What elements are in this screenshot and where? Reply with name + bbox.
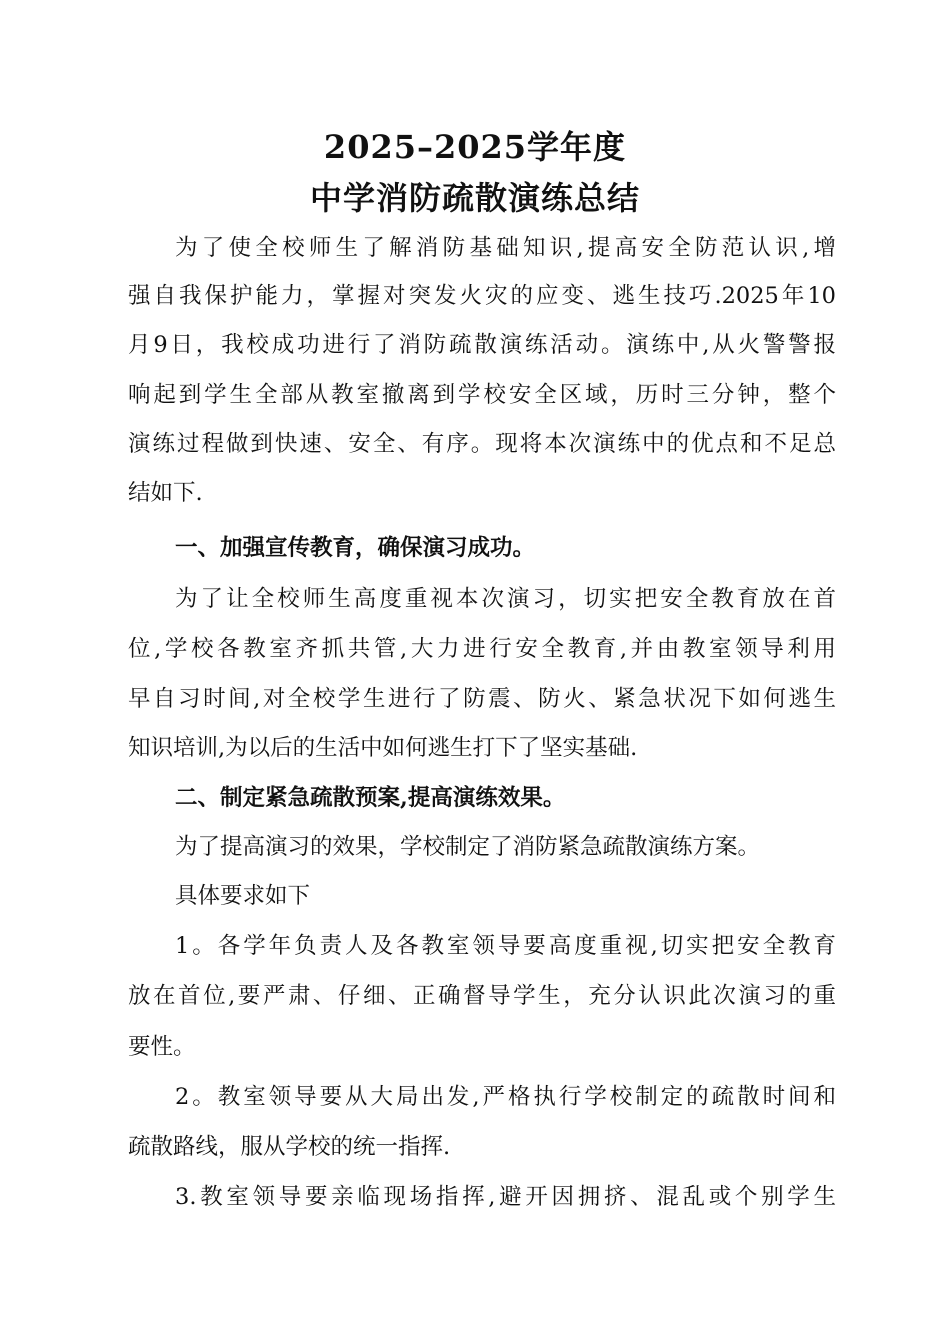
section-heading-2: 二、制定紧急疏散预案,提高演练效果。	[175, 785, 566, 811]
document-title: 中学消防疏散演练总结	[309, 179, 640, 217]
item1-line: 1。各学年负责人及各教室领导要高度重视,切实把安全教育	[175, 933, 836, 959]
section1-line: 位,学校各教室齐抓共管,大力进行安全教育,并由教室领导利用	[128, 636, 836, 662]
intro-line: 演练过程做到快速、安全、有序。现将本次演练中的优点和不足总	[128, 431, 836, 457]
section1-line: 早自习时间,对全校学生进行了防震、防火、紧急状况下如何逃生	[128, 686, 836, 712]
section1-line: 知识培训,为以后的生活中如何逃生打下了坚实基础.	[128, 735, 638, 761]
intro-line: 强自我保护能力，掌握对突发火灾的应变、逃生技巧.2025年10	[128, 283, 836, 309]
item1-line: 要性。	[128, 1034, 196, 1060]
intro-line: 为了使全校师生了解消防基础知识,提高安全防范认识,增	[175, 235, 836, 261]
item2-line: 2。教室领导要从大局出发,严格执行学校制定的疏散时间和	[175, 1084, 836, 1110]
section-heading-1: 一、加强宣传教育，确保演习成功。	[175, 535, 536, 561]
intro-line: 月9日，我校成功进行了消防疏散演练活动。演练中,从火警警报	[128, 332, 836, 358]
item2-line: 疏散路线，服从学校的统一指挥.	[128, 1134, 451, 1160]
section1-line: 为了让全校师生高度重视本次演习，切实把安全教育放在首	[175, 586, 836, 612]
section2-line: 为了提高演习的效果，学校制定了消防紧急疏散演练方案。	[175, 834, 761, 860]
document-title-year: 2025–2025学年度	[323, 128, 627, 166]
intro-line: 结如下.	[128, 480, 203, 506]
intro-line: 响起到学生全部从教室撤离到学校安全区域，历时三分钟，整个	[128, 382, 836, 408]
section2-line: 具体要求如下	[175, 883, 311, 909]
item3-line: 3.教室领导要亲临现场指挥,避开因拥挤、混乱或个别学生	[175, 1184, 836, 1210]
item1-line: 放在首位,要严肃、仔细、正确督导学生，充分认识此次演习的重	[128, 983, 836, 1009]
